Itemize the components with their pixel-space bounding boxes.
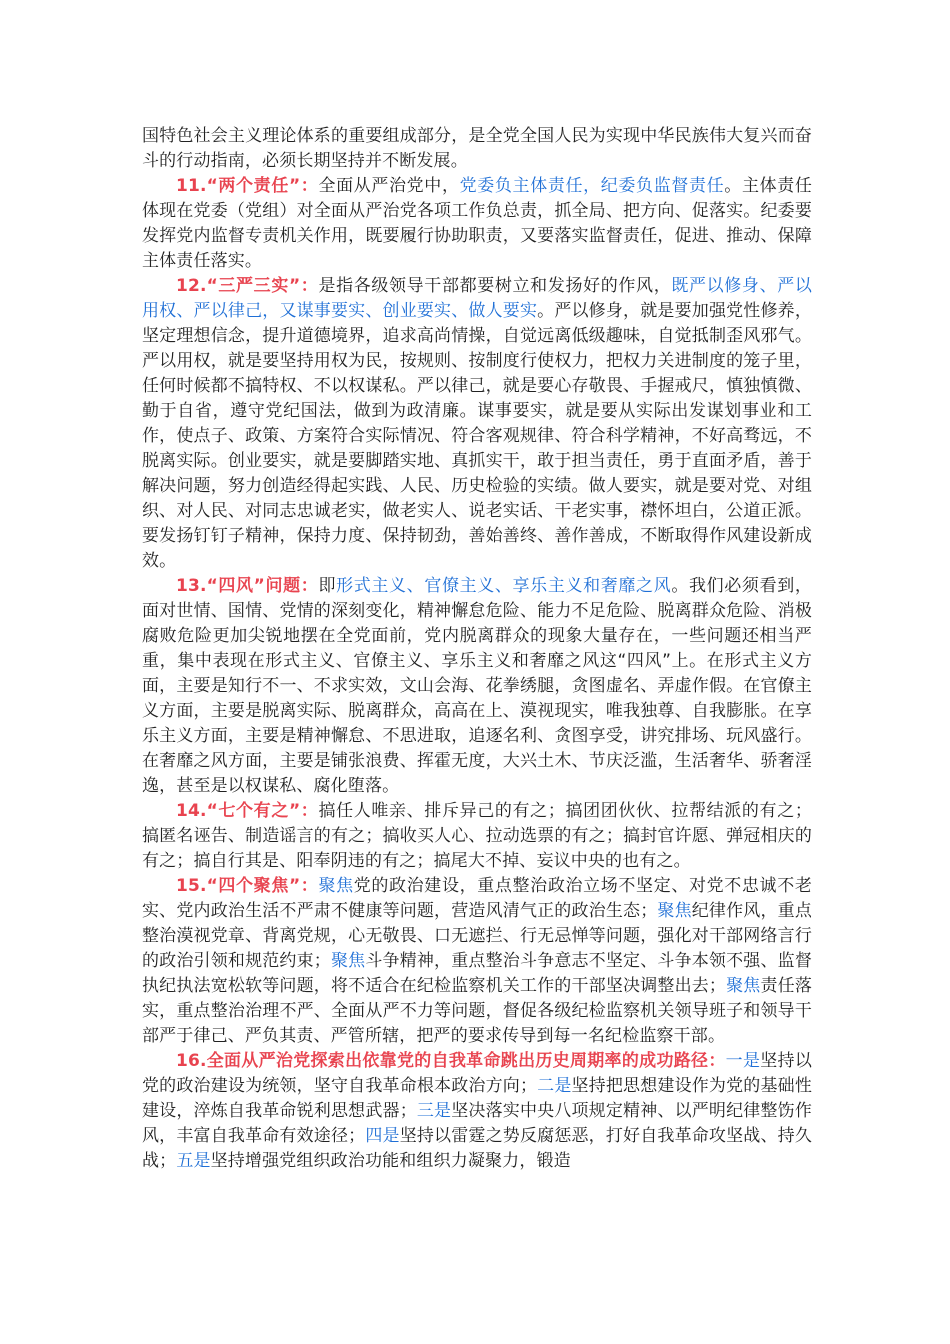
highlighted-text: 五是 — [176, 1151, 211, 1171]
body-text: 责任落实，重点整治治理不严、全面从严不力等问题，督促各级纪检监察机关领导班子和领导干部严于律己、严负其责、严管所辖，把严的要求传导到每一名纪检监察干部。 — [142, 976, 812, 1046]
body-text: 即 — [318, 576, 337, 596]
body-text: 纪律作风，重点整治漠视党章、背离党规，心无敬畏、口无遮拦、行无忌惮等问题，强化对干部网络言行的政治引领和规范约束； — [142, 901, 812, 971]
body-text: 。主体责任体现在党委（党组）对全面从严治党各项工作负总责，抓全局、把方向、促落实。纪委要发挥党内监督专责机关作用，既要履行协助职责，又要落实监督责任，促进、推动、保障主体责任落实。 — [142, 176, 813, 271]
body-text: 搞任人唯亲、排斥异己的有之；搞团团伙伙、拉帮结派的有之；搞匿名诬告、制造谣言的有之；搞收买人心、拉动选票的有之；搞封官许愿、弹冠相庆的有之；搞自行其是、阳奉阴违的有之；搞尾大不掉、妄议中央的也有之。 — [142, 801, 812, 871]
document-page — [142, 124, 812, 1174]
body-text: 坚决落实中央八项规定精神、以严明纪律整饬作风，丰富自我革命有效途径； — [142, 1101, 812, 1146]
body-text: 坚持把思想建设作为党的基础性建设，淬炼自我革命锐利思想武器； — [142, 1076, 812, 1121]
highlighted-text: 聚焦 — [330, 951, 366, 971]
highlighted-text: 聚焦 — [726, 976, 761, 996]
body-text: 是指各级领导干部都要树立和发扬好的作风， — [318, 276, 672, 296]
highlighted-text: 一是 — [725, 1051, 761, 1071]
body-text: 国特色社会主义理论体系的重要组成部分，是全党全国人民为实现中华民族伟大复兴而奋斗的行动指南，必须长期坚持并不断发展。 — [142, 126, 812, 171]
highlighted-text: 三是 — [416, 1101, 452, 1121]
item-heading: 16.全面从严治党探索出依靠党的自我革命跳出历史周期率的成功路径： — [176, 1051, 726, 1071]
item-heading: 12.“三严三实”： — [176, 276, 319, 296]
item-heading: 11.“两个责任”： — [176, 176, 319, 196]
paragraph-intro-continuation — [142, 124, 812, 174]
highlighted-text: 聚焦 — [657, 901, 692, 921]
highlighted-text: 既严以修身、严以用权、严以律己，又谋事要实、创业要实、做人要实 — [142, 276, 813, 321]
body-text: 斗争精神，重点整治斗争意志不坚定、斗争本领不强、监督执纪执法宽松软等问题，将不适合在纪检监察机关工作的干部坚决调整出去； — [142, 951, 812, 996]
paragraph-item-13 — [142, 574, 812, 799]
body-text: 全面从严治党中， — [318, 176, 460, 196]
paragraph-item-12 — [142, 274, 812, 574]
highlighted-text: 二是 — [537, 1076, 572, 1096]
highlighted-text: 形式主义、官僚主义、享乐主义和奢靡之风 — [336, 576, 672, 596]
paragraph-item-15 — [142, 874, 812, 1049]
highlighted-text: 聚焦 — [318, 876, 354, 896]
body-text: 坚持以雷霆之势反腐惩恶，打好自我革命攻坚战、持久战； — [142, 1126, 812, 1171]
item-heading: 15.“四个聚焦”： — [176, 876, 319, 896]
body-text: 。严以修身，就是要加强党性修养，坚定理想信念，提升道德境界，追求高尚情操，自觉远离低级趣味，自觉抵制歪风邪气。严以用权，就是要坚持用权为民，按规则、按制度行使权力，把权力关进制度的笼子里，任何时候都不搞特权、不以权谋私。严以律己，就是要心存敬畏、手握戒尺，慎独慎微、勤于自省，遵守党纪国法，做到为政清廉。谋事要实，就是要从实际出发谋划事业和工作，使点子、政策、方案符合实际情况、符合客观规律、符合科学精神，不好高骛远，不脱离实际。创业要实，就是要脚踏实地、真抓实干，敢于担当责任，勇于直面矛盾，善于解决问题，努力创造经得起实践、人民、历史检验的实绩。做人要实，就是要对党、对组织、对人民、对同志忠诚老实，做老实人、说老实话、干老实事，襟怀坦白，公道正派。要发扬钉钉子精神，保持力度、保持韧劲，善始善终、善作善成，不断取得作风建设新成效。 — [142, 301, 812, 571]
highlighted-text: 四是 — [365, 1126, 400, 1146]
body-text: 党的政治建设，重点整治政治立场不坚定、对党不忠诚不老实、党内政治生活不严肃不健康等问题，营造风清气正的政治生态； — [142, 876, 812, 921]
body-text: 。我们必须看到，面对世情、国情、党情的深刻变化，精神懈怠危险、能力不足危险、脱离群众危险、消极腐败危险更加尖锐地摆在全党面前，党内脱离群众的现象大量存在，一些问题还相当严重，集中表现在形式主义、官僚主义、享乐主义和奢靡之风这“四风”上。在形式主义方面，主要是知行不一、不求实效，文山会海、花拳绣腿，贪图虚名、弄虚作假。在官僚主义方面，主要是脱离实际、脱离群众，高高在上、漠视现实，唯我独尊、自我膨胀。在享乐主义方面，主要是精神懈怠、不思进取，追逐名利、贪图享受，讲究排场、玩风盛行。在奢靡之风方面，主要是铺张浪费、挥霍无度，大兴土木、节庆泛滥，生活奢华、骄奢淫逸，甚至是以权谋私、腐化堕落。 — [142, 576, 813, 796]
body-text: 坚持以党的政治建设为统领，坚守自我革命根本政治方向； — [142, 1051, 812, 1096]
paragraph-item-14 — [142, 799, 812, 874]
body-text: 坚持增强党组织政治功能和组织力凝聚力，锻造 — [210, 1151, 571, 1171]
item-heading: 14.“七个有之”： — [176, 801, 319, 821]
item-heading: 13.“四风”问题： — [176, 576, 319, 596]
highlighted-text: 党委负主体责任，纪委负监督责任 — [459, 176, 725, 196]
paragraph-item-11 — [142, 174, 812, 274]
paragraph-item-16 — [142, 1049, 812, 1174]
